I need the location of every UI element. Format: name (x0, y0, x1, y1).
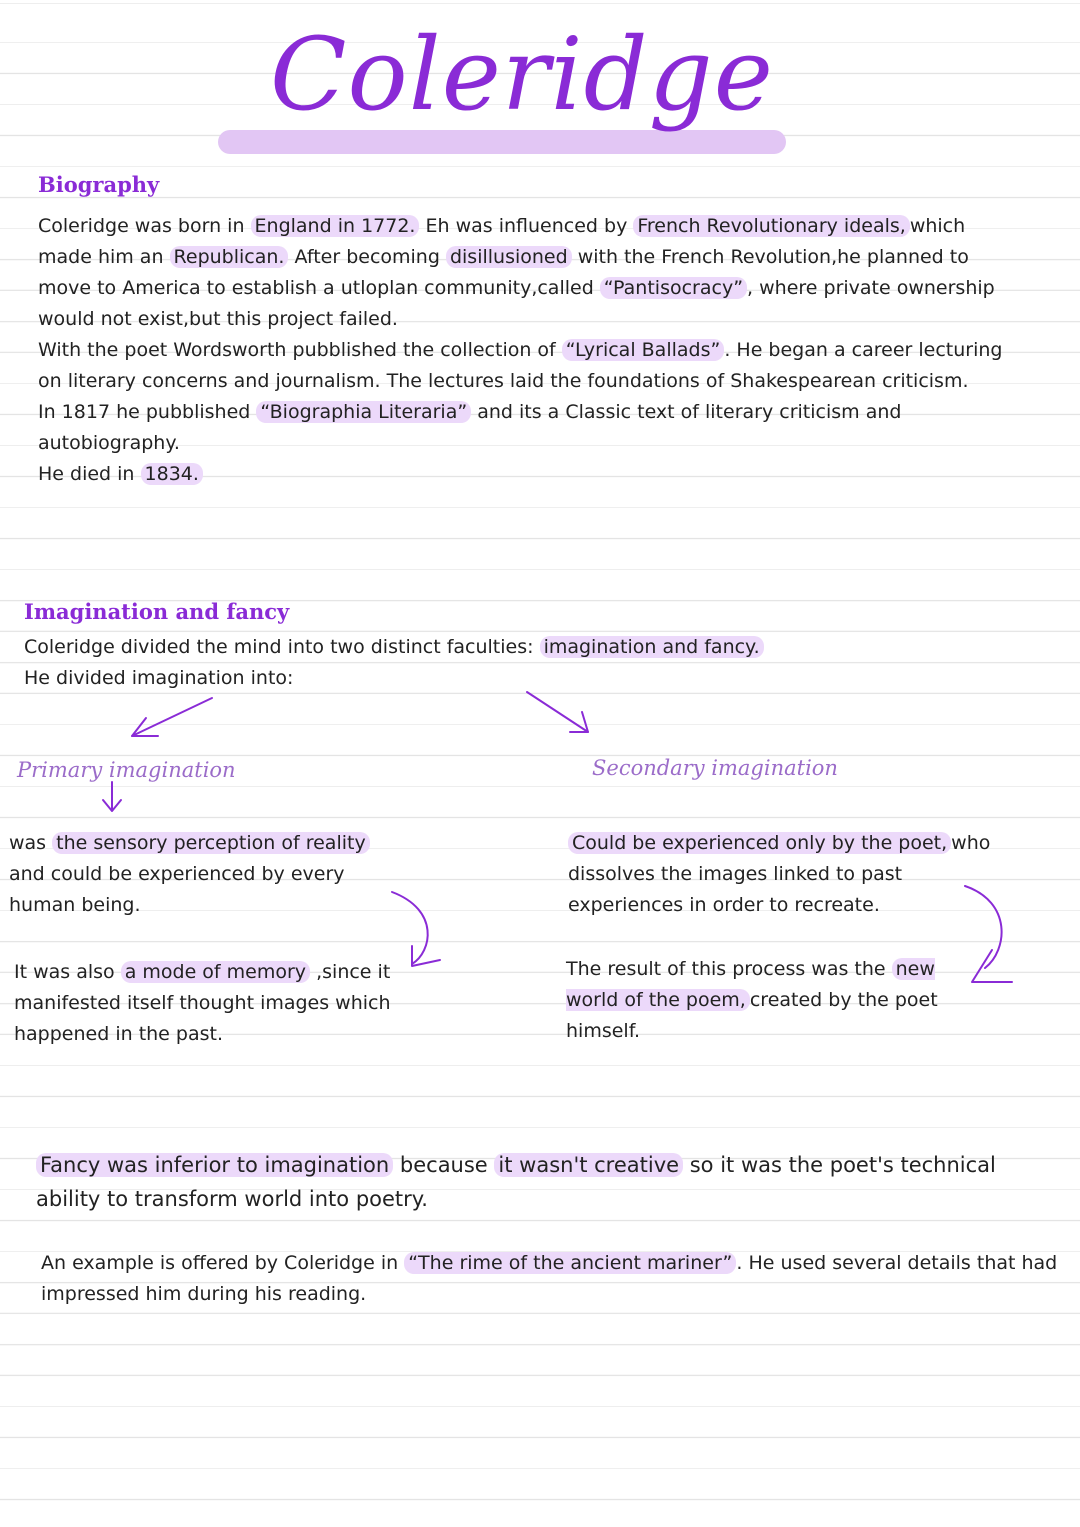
biography-paragraph-1: Coleridge was born in England in 1772. Eh was influenced by French Revolutionary ideals, which made him an Republican. After becoming disillusioned with the French Revolution,he planned to move to America to establish a utloplan community,called “Pantisocracy” , where private ownership would not exist,but this project failed. (38, 215, 995, 330)
curved-arrow-secondary-head (972, 950, 1012, 982)
biography-paragraph-3: In 1817 he pubblished “Biographia Literaria” and its a Classic text of literary criticism and autobiography. (38, 401, 902, 454)
secondary-paragraph-1: Could be experienced only by the poet, who dissolves the images linked to past experiences in order to recreate. (568, 832, 991, 916)
biography-paragraph-2: With the poet Wordsworth pubblished the collection of “Lyrical Ballads” . He began a career lecturing on literary concerns and journalism. The lectures laid the foundations of Shakespearean criticism. (38, 339, 1003, 392)
arrow-to-primary (132, 698, 212, 736)
curved-arrow-primary-head (412, 946, 440, 966)
curved-arrow-primary (392, 892, 428, 964)
fancy-paragraph: Fancy was inferior to imagination because it wasn't creative so it was the poet's technical ability to transform world into poetry. (36, 1153, 996, 1211)
example-paragraph: An example is offered by Coleridge in “The rime of the ancient mariner” . He used several details that had impressed him during his reading. (41, 1252, 1058, 1305)
imagination-heading: Imagination and fancy (24, 599, 290, 624)
page-title: Coleridge (270, 16, 774, 133)
primary-paragraph-1: was the sensory perception of reality and could be experienced by every human being. (9, 828, 394, 921)
primary-imagination-heading: Primary imagination (17, 758, 236, 782)
arrow-to-secondary (527, 692, 588, 732)
primary-paragraph-2: It was also a mode of memory ,since it manifested itself thought images which happened in the past. (14, 961, 391, 1045)
biography-paragraph-4: He died in 1834. (38, 459, 1023, 490)
biography-text (38, 211, 1023, 490)
biography-heading: Biography (38, 172, 160, 197)
imagination-intro: Coleridge divided the mind into two distinct faculties: imagination and fancy. He divided imagination into: (24, 632, 1024, 694)
secondary-paragraph-2: The result of this process was the new world of the poem, created by the poet himself. (566, 958, 938, 1042)
secondary-imagination-heading: Secondary imagination (592, 756, 838, 780)
